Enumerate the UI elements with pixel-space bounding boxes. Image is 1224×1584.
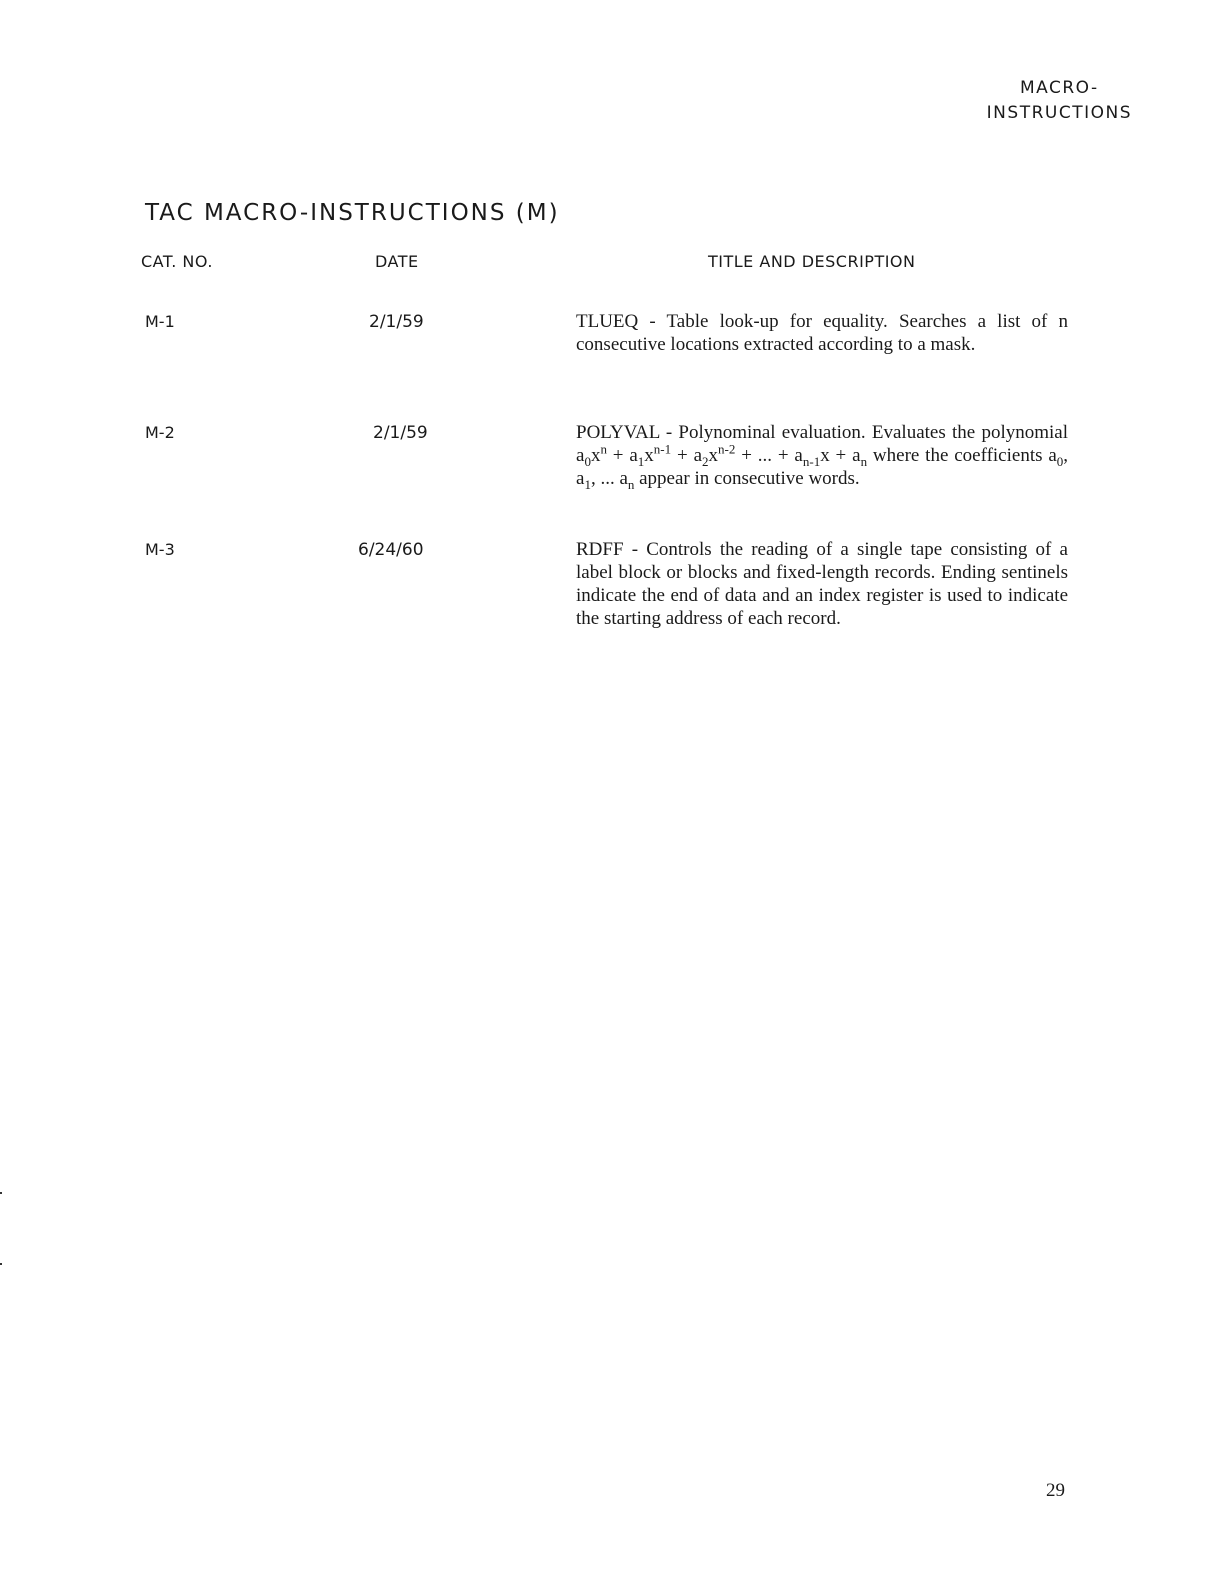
- scan-mark: [0, 1263, 2, 1265]
- desc-var-x: x: [590, 445, 601, 466]
- desc-var-a: a: [852, 445, 861, 466]
- desc-text: where the coefficients: [867, 445, 1049, 466]
- desc-var-a: a: [794, 445, 803, 466]
- desc-var-x: x: [820, 445, 830, 466]
- desc-text: POLYVAL - Polynominal evaluation. Evaluates the polynomial: [576, 422, 1068, 443]
- column-header-title: TITLE AND DESCRIPTION: [708, 252, 916, 271]
- desc-var-a: a: [629, 445, 638, 466]
- entry-date: 2/1/59: [369, 312, 424, 332]
- running-head: [987, 76, 1132, 126]
- cat-no: M-1: [145, 312, 175, 331]
- page-number: 29: [1046, 1480, 1065, 1501]
- entry-description: TLUEQ - Table look-up for equality. Searches a list of n consecutive locations extracted according to a mask.: [576, 311, 1068, 355]
- cat-no: M-3: [145, 540, 175, 559]
- entry-description: RDFF - Controls the reading of a single tape consisting of a label block or blocks and fixed-length records. Ending sentinels indicate the end of data and an index register is used to indicate the starting address of each record.: [576, 539, 1068, 629]
- desc-plus: +: [829, 445, 853, 466]
- desc-text: appear in consecutive words.: [634, 468, 860, 489]
- desc-subscript: n: [627, 476, 635, 492]
- desc-comma: ,: [1063, 445, 1069, 466]
- column-header-date: DATE: [375, 252, 419, 271]
- entry-date: 2/1/59: [373, 423, 428, 443]
- desc-var-x: x: [708, 445, 718, 466]
- desc-subscript: 0: [584, 453, 591, 469]
- desc-plus: +: [671, 445, 694, 466]
- desc-var-a: a: [576, 468, 585, 489]
- desc-subscript: 0: [1056, 453, 1064, 469]
- desc-subscript: n: [860, 453, 868, 469]
- scan-mark: [0, 1192, 2, 1194]
- desc-subscript: n-1: [802, 453, 821, 469]
- desc-superscript: n-2: [718, 441, 736, 457]
- desc-plus: +: [606, 445, 630, 466]
- column-header-cat-no: CAT. NO.: [141, 252, 213, 271]
- desc-superscript: n: [600, 441, 607, 457]
- desc-ellipsis: + ... +: [735, 445, 795, 466]
- cat-no: M-2: [145, 423, 175, 442]
- desc-var-a: a: [1048, 445, 1057, 466]
- desc-subscript: 1: [637, 453, 645, 469]
- desc-var-a: a: [576, 445, 585, 466]
- desc-var-x: x: [644, 445, 654, 466]
- running-head-line-1: MACRO-: [1020, 78, 1099, 98]
- desc-superscript: n-1: [653, 441, 672, 457]
- desc-list-end: , ...: [590, 468, 620, 489]
- desc-var-a: a: [619, 468, 628, 489]
- section-title: TAC MACRO-INSTRUCTIONS (M): [145, 200, 560, 226]
- desc-subscript: 2: [702, 453, 709, 469]
- entry-description: [576, 421, 1068, 490]
- entry-date: 6/24/60: [358, 540, 424, 560]
- running-head-line-2: INSTRUCTIONS: [986, 103, 1132, 123]
- desc-var-a: a: [693, 445, 702, 466]
- desc-subscript: 1: [584, 476, 591, 492]
